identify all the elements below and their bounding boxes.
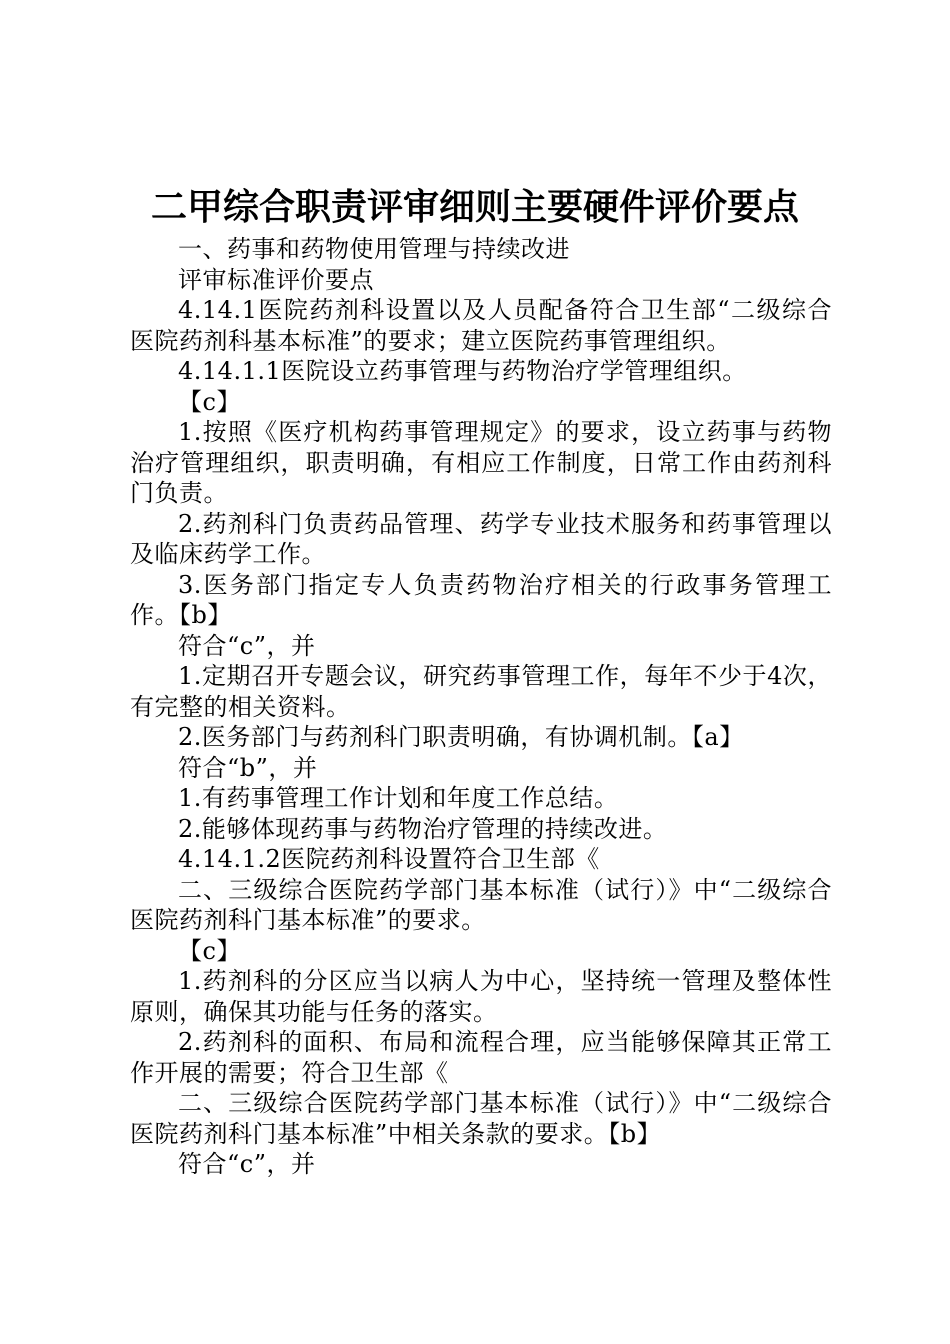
paragraph: 评审标准评价要点 <box>178 265 374 294</box>
paragraph: 2.医务部门与药剂科门职责明确，有协调机制。【a】 <box>178 723 744 751</box>
paragraph: 4.14.1.2医院药剂科设置符合卫生部《 <box>178 845 600 873</box>
paragraph: 1.有药事管理工作计划和年度工作总结。 <box>178 784 619 812</box>
paragraph: 二、三级综合医院药学部门基本标准（试行）》中“二级综合医院药剂科门基本标准”的要求。 <box>130 875 832 934</box>
grade-marker: 【c】 <box>178 936 241 965</box>
paragraph: 4.14.1医院药剂科设置以及人员配备符合卫生部“二级综合医院药剂科基本标准”的要求；建立医院药事管理组织。 <box>130 296 832 355</box>
paragraph: 2.药剂科的面积、布局和流程合理，应当能够保障其正常工作开展的需要；符合卫生部《 <box>130 1028 832 1087</box>
paragraph: 一、药事和药物使用管理与持续改进 <box>178 235 570 263</box>
document-body <box>130 234 832 1180</box>
paragraph: 4.14.1.1医院设立药事管理与药物治疗学管理组织。 <box>178 357 747 385</box>
paragraph: 1.药剂科的分区应当以病人为中心，坚持统一管理及整体性原则，确保其功能与任务的落实。 <box>130 967 832 1026</box>
document-title: 二甲综合职责评审细则主要硬件评价要点 <box>150 187 799 228</box>
paragraph: 2.药剂科门负责药品管理、药学专业技术服务和药事管理以及临床药学工作。 <box>130 509 832 568</box>
paragraph: 3.医务部门指定专人负责药物治疗相关的行政事务管理工作。【b】 <box>130 570 832 629</box>
paragraph: 1.定期召开专题会议，研究药事管理工作，每年不少于4次，有完整的相关资料。 <box>130 662 832 721</box>
paragraph: 符合“c”，并 <box>178 1150 316 1178</box>
paragraph: 1.按照《医疗机构药事管理规定》的要求，设立药事与药物治疗管理组织，职责明确，有相应工作制度，日常工作由药剂科门负责。 <box>130 418 832 507</box>
paragraph: 符合“b”，并 <box>178 753 318 782</box>
grade-marker: 【c】 <box>178 387 241 416</box>
paragraph: 符合“c”，并 <box>178 631 316 660</box>
paragraph: 2.能够体现药事与药物治疗管理的持续改进。 <box>178 814 668 843</box>
paragraph: 二、三级综合医院药学部门基本标准（试行）》中“二级综合医院药剂科门基本标准”中相关条款的要求。【b】 <box>130 1089 832 1148</box>
